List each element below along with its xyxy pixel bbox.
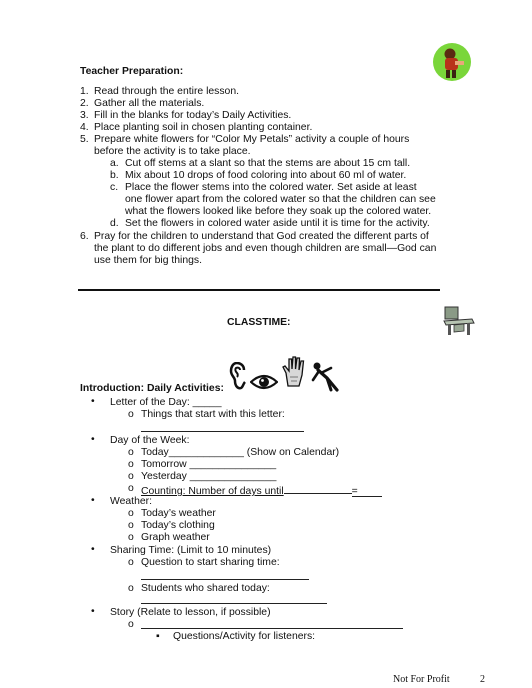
graph-weather: Graph weather bbox=[141, 532, 210, 543]
prep-item-2-num: 2. bbox=[80, 98, 89, 109]
hollow-bullet: o bbox=[128, 508, 134, 519]
today-field[interactable]: Today_____________ (Show on Calendar) bbox=[141, 447, 340, 458]
prep-item-5: Prepare white flowers for “Color My Petals” activity a couple of hours bbox=[94, 134, 410, 145]
prep-item-1-num: 1. bbox=[80, 86, 89, 97]
letter-of-day: Letter of the Day: _____ bbox=[110, 397, 222, 408]
sub-item-d-letter: d. bbox=[110, 218, 119, 229]
things-with-letter-blank[interactable] bbox=[141, 431, 304, 432]
sub-item-b-letter: b. bbox=[110, 170, 119, 181]
hollow-bullet: o bbox=[128, 619, 134, 630]
sub-item-a: Cut off stems at a slant so that the stems are about 15 cm tall. bbox=[125, 158, 411, 169]
page-number: 2 bbox=[480, 674, 485, 685]
question-sharing-blank[interactable] bbox=[141, 579, 309, 580]
hollow-bullet: o bbox=[128, 532, 134, 543]
day-of-week: Day of the Week: bbox=[110, 435, 190, 446]
todays-weather: Today’s weather bbox=[141, 508, 216, 519]
teacher-icon bbox=[432, 42, 472, 82]
hollow-bullet: o bbox=[128, 483, 134, 494]
bullet-glyph: • bbox=[91, 544, 95, 555]
sub-item-d: Set the flowers in colored water aside until it is time for the activity. bbox=[125, 218, 430, 229]
counting-label: Counting: Number of days until bbox=[141, 486, 284, 497]
hollow-bullet: o bbox=[128, 557, 134, 568]
story-blank[interactable] bbox=[141, 628, 403, 629]
weather-heading: Weather: bbox=[110, 496, 152, 507]
introduction-label: Introduction: Daily Activities: bbox=[80, 383, 224, 394]
sub-item-c-cont1: one flower apart from the colored water so that the children can see bbox=[125, 194, 436, 205]
prep-item-3-num: 3. bbox=[80, 110, 89, 121]
prep-item-4-num: 4. bbox=[80, 122, 89, 133]
prep-item-3: Fill in the blanks for today’s Daily Activities. bbox=[94, 110, 292, 121]
bullet-glyph: • bbox=[91, 606, 95, 617]
footer-text: Not For Profit bbox=[393, 674, 450, 685]
sub-item-c: Place the flower stems into the colored water. Set aside at least bbox=[125, 182, 417, 193]
prep-item-6: Pray for the children to understand that God created the different parts of bbox=[94, 231, 429, 242]
hollow-bullet: o bbox=[128, 471, 134, 482]
prep-item-5-cont: before the activity is to take place. bbox=[94, 146, 251, 157]
story: Story (Relate to lesson, if possible) bbox=[110, 607, 271, 618]
prep-item-6-cont1: the plant to do different jobs and even though children are small—God can bbox=[94, 243, 437, 254]
yesterday-field[interactable]: Yesterday _______________ bbox=[141, 471, 277, 482]
students-shared-blank[interactable] bbox=[141, 603, 327, 604]
bullet-glyph: • bbox=[91, 434, 95, 445]
prep-item-6-cont2: use them for big things. bbox=[94, 255, 203, 266]
todays-clothing: Today’s clothing bbox=[141, 520, 215, 531]
ear-icon bbox=[229, 362, 249, 390]
things-with-letter: Things that start with this letter: bbox=[141, 409, 285, 420]
hollow-bullet: o bbox=[128, 583, 134, 594]
sub-item-c-letter: c. bbox=[110, 182, 119, 193]
tomorrow-field[interactable]: Tomorrow _______________ bbox=[141, 459, 277, 470]
prep-item-1: Read through the entire lesson. bbox=[94, 86, 239, 97]
exercise-figure-icon bbox=[309, 360, 341, 392]
classtime-heading: CLASSTIME: bbox=[227, 317, 291, 328]
counting-field[interactable] bbox=[141, 483, 382, 498]
teacher-prep-heading: Teacher Preparation: bbox=[80, 66, 184, 77]
section-divider bbox=[78, 289, 440, 291]
questions-activity: Questions/Activity for listeners: bbox=[173, 631, 316, 642]
hand-icon bbox=[282, 355, 306, 387]
sharing-time: Sharing Time: (Limit to 10 minutes) bbox=[110, 545, 272, 556]
bullet-glyph: • bbox=[91, 396, 95, 407]
hollow-bullet: o bbox=[128, 447, 134, 458]
prep-item-6-num: 6. bbox=[80, 231, 89, 242]
eye-icon bbox=[250, 373, 278, 391]
bullet-glyph: • bbox=[91, 495, 95, 506]
prep-item-4: Place planting soil in chosen planting container. bbox=[94, 122, 313, 133]
hollow-bullet: o bbox=[128, 459, 134, 470]
hollow-bullet: o bbox=[128, 409, 134, 420]
question-sharing: Question to start sharing time: bbox=[141, 557, 280, 568]
counting-equals: = bbox=[352, 486, 382, 497]
sub-item-b: Mix about 10 drops of food coloring into about 60 ml of water. bbox=[125, 170, 407, 181]
sub-item-a-letter: a. bbox=[110, 158, 119, 169]
prep-item-5-num: 5. bbox=[80, 134, 89, 145]
prep-item-2: Gather all the materials. bbox=[94, 98, 205, 109]
desk-icon bbox=[442, 305, 476, 337]
square-bullet: ▪ bbox=[156, 631, 160, 642]
sub-item-c-cont2: what the flowers looked like before they soak up the colored water. bbox=[125, 206, 432, 217]
hollow-bullet: o bbox=[128, 520, 134, 531]
counting-blank[interactable] bbox=[284, 483, 352, 494]
students-shared: Students who shared today: bbox=[141, 583, 270, 594]
